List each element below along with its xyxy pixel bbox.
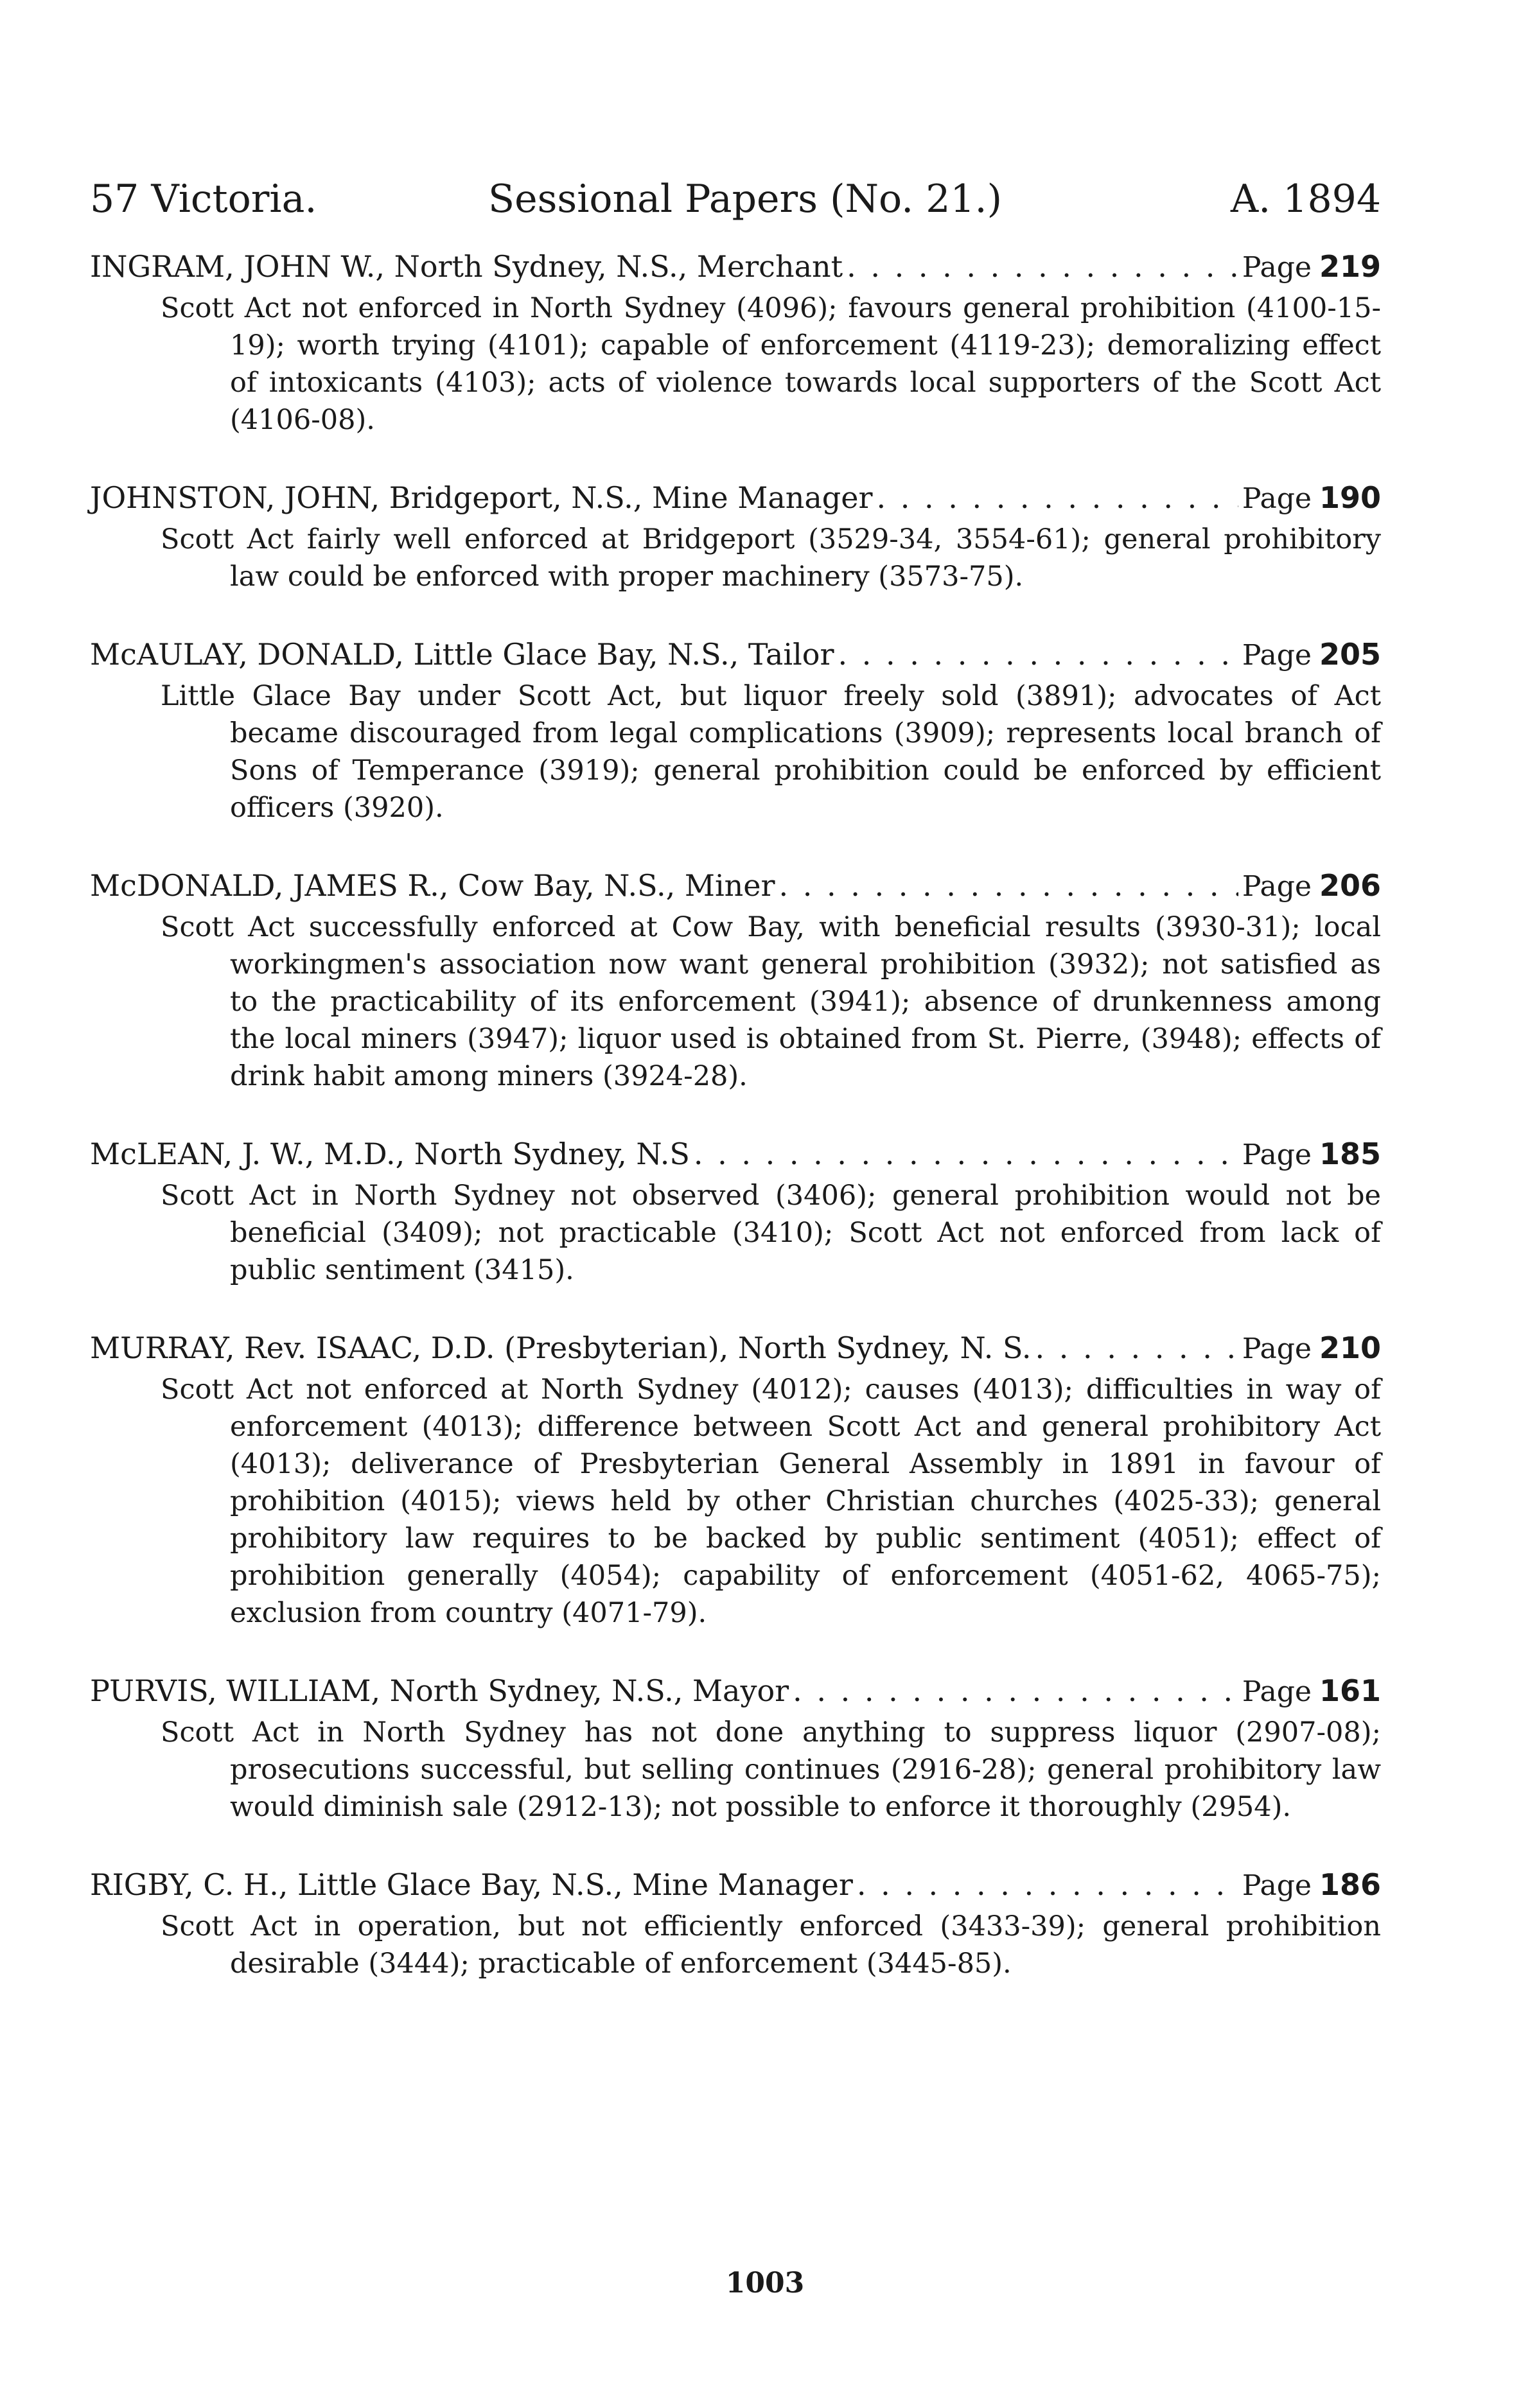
page-label: Page: [1242, 1675, 1312, 1708]
witness-name: McLEAN, J. W., M.D., North Sydney, N.S: [90, 1137, 690, 1171]
entry-heading: [90, 1671, 1381, 1711]
page-label: Page: [1242, 1869, 1312, 1902]
index-entry: [90, 866, 1381, 1095]
page-label: Page: [1242, 482, 1312, 515]
page-label: Page: [1242, 1139, 1312, 1171]
page-label: Page: [1242, 251, 1312, 284]
testimony-summary: Scott Act in North Sydney has not done anything to suppress liquor (2907-08); prosecutions successful, but selling continues (2916-28); general prohibitory law would diminish sale (2912-13); not possible to enforce it thoroughly (2954).: [161, 1716, 1381, 1823]
testimony-summary: Scott Act fairly well enforced at Bridgeport (3529-34, 3554-61); general prohibitory law could be enforced with proper machinery (3573-75).: [161, 523, 1381, 593]
dot-leader: [876, 478, 1238, 517]
testimony-summary: Scott Act successfully enforced at Cow Bay, with beneficial results (3930-31); local workingmen's association now want general prohibition (3932); not satisfied as to the practicability of its enforcement (3941); absence of drunkenness among the local miners (3947); liquor used is obtained from St. Pierre, (3948); effects of drink habit among miners (3924-28).: [161, 911, 1381, 1092]
running-head-right: A. 1894: [1230, 177, 1381, 222]
page-number: 161: [1319, 1673, 1381, 1708]
page-reference: [1242, 1865, 1381, 1905]
witness-name: MURRAY, Rev. ISAAC, D.D. (Presbyterian), North Sydney, N. S.: [90, 1331, 1032, 1365]
page-reference: [1242, 866, 1381, 906]
page-reference: [1242, 635, 1381, 675]
index-entry: [90, 247, 1381, 439]
index-entry: [90, 1329, 1381, 1632]
dot-leader: [847, 247, 1238, 286]
witness-name: JOHNSTON, JOHN, Bridgeport, N.S., Mine Manager: [90, 480, 873, 515]
running-head-center: Sessional Papers (No. 21.): [488, 177, 1003, 222]
page-reference: [1242, 1329, 1381, 1368]
index-entry: [90, 1671, 1381, 1826]
entry-heading: [90, 866, 1381, 906]
witness-name: McDONALD, JAMES R., Cow Bay, N.S., Miner: [90, 868, 775, 903]
entry-heading: [90, 1865, 1381, 1905]
page-number: 186: [1319, 1867, 1381, 1902]
entry-heading: [90, 478, 1381, 518]
page-reference: [1242, 1671, 1381, 1711]
entry-heading: [90, 635, 1381, 675]
dot-leader: [793, 1671, 1238, 1710]
page-reference: [1242, 478, 1381, 518]
page-number: 219: [1319, 249, 1381, 284]
page-reference: [1242, 1135, 1381, 1174]
entry-heading: [90, 247, 1381, 287]
dot-leader: [779, 866, 1238, 905]
page-number: 185: [1319, 1137, 1381, 1171]
entry-heading: [90, 1329, 1381, 1368]
page-label: Page: [1242, 639, 1312, 672]
dot-leader: [838, 635, 1238, 674]
index-entry: [90, 635, 1381, 826]
dot-leader: [694, 1135, 1238, 1173]
witness-name: RIGBY, C. H., Little Glace Bay, N.S., Mine Manager: [90, 1867, 853, 1902]
testimony-summary: Scott Act not enforced at North Sydney (4012); causes (4013); difficulties in way of enforcement (4013); difference between Scott Act and general prohibitory Act (4013); deliverance of Presbyterian General Assembly in 1891 in favour of prohibition (4015); views held by other Christian churches (4025-33); general prohibitory law requires to be backed by public sentiment (4051); effect of prohibition generally (4054); capability of enforcement (4051-62, 4065-75); exclusion from country (4071-79).: [161, 1374, 1381, 1629]
dot-leader: [1035, 1329, 1238, 1367]
witness-name: McAULAY, DONALD, Little Glace Bay, N.S., Tailor: [90, 637, 834, 672]
page-label: Page: [1242, 870, 1312, 903]
running-head-left: 57 Victoria.: [90, 177, 317, 222]
page-number: 205: [1319, 637, 1381, 672]
witness-index: [90, 247, 1381, 2022]
index-entry: [90, 478, 1381, 595]
page-number: 206: [1319, 868, 1381, 903]
testimony-summary: Scott Act in North Sydney not observed (3406); general prohibition would not be beneficial (3409); not practicable (3410); Scott Act not enforced from lack of public sentiment (3415).: [161, 1180, 1381, 1286]
entry-heading: [90, 1135, 1381, 1174]
witness-name: INGRAM, JOHN W., North Sydney, N.S., Merchant: [90, 249, 843, 284]
testimony-summary: Little Glace Bay under Scott Act, but liquor freely sold (3891); advocates of Act became discouraged from legal complications (3909); represents local branch of Sons of Temperance (3919); general prohibition could be enforced by efficient officers (3920).: [161, 680, 1381, 824]
testimony-summary: Scott Act in operation, but not efficiently enforced (3433-39); general prohibition desirable (3444); practicable of enforcement (3445-85).: [161, 1910, 1381, 1980]
page-reference: [1242, 247, 1381, 287]
index-entry: [90, 1865, 1381, 1982]
running-head: [90, 170, 1381, 228]
page-number: 190: [1319, 480, 1381, 515]
folio-page-number: 1003: [725, 2267, 805, 2299]
dot-leader: [857, 1865, 1238, 1904]
page-number: 210: [1319, 1331, 1381, 1365]
witness-name: PURVIS, WILLIAM, North Sydney, N.S., Mayor: [90, 1673, 789, 1708]
page-label: Page: [1242, 1332, 1312, 1365]
testimony-summary: Scott Act not enforced in North Sydney (4096); favours general prohibition (4100-15-19); worth trying (4101); capable of enforcement (4119-23); demoralizing effect of intoxicants (4103); acts of violence towards local supporters of the Scott Act (4106-08).: [161, 292, 1381, 436]
index-entry: [90, 1135, 1381, 1289]
